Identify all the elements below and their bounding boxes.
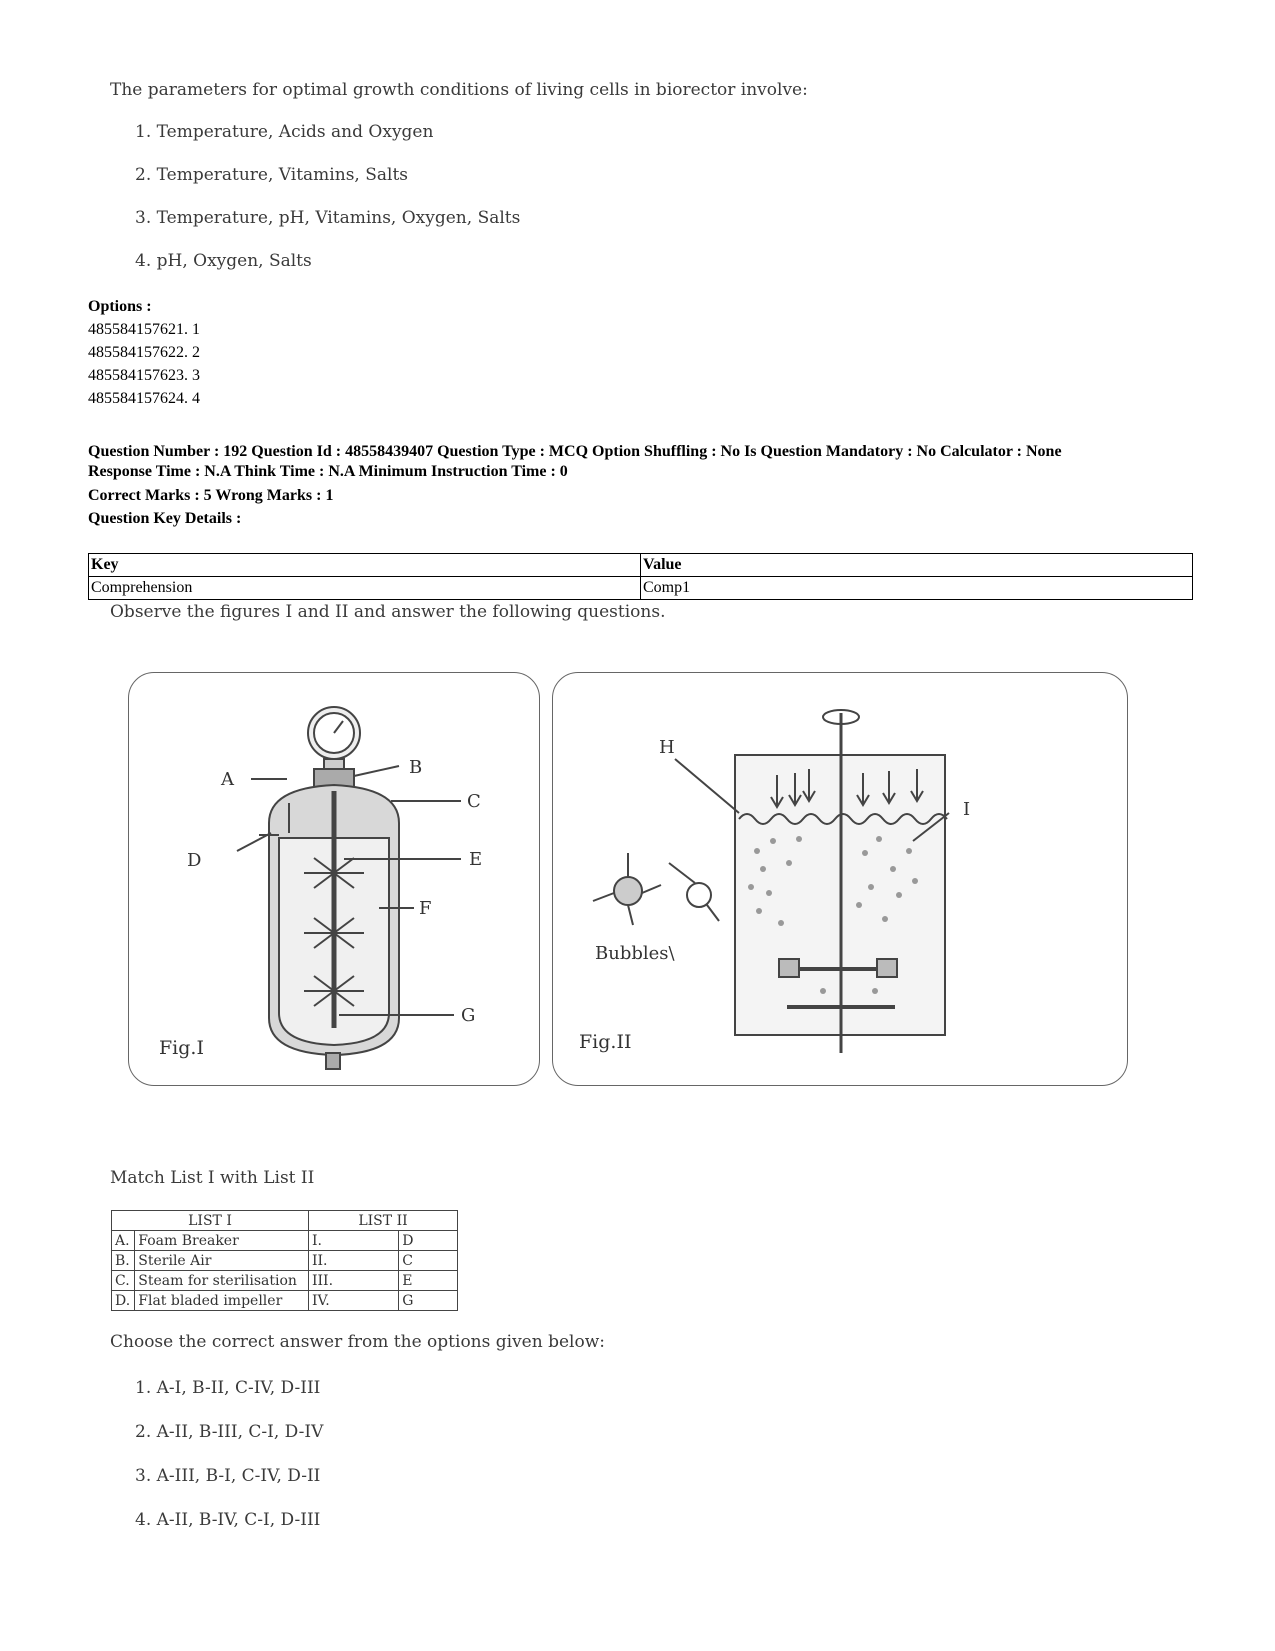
match-choice-4: 4. A-II, B-IV, C-I, D-III	[135, 1510, 321, 1530]
question-meta-line2: Response Time : N.A Think Time : N.A Minimum Instruction Time : 0	[88, 463, 568, 480]
match-numeral: IV.	[309, 1291, 399, 1311]
options-heading: Options :	[88, 298, 152, 315]
choose-instruction: Choose the correct answer from the options given below:	[110, 1332, 605, 1352]
fig1-label-f: F	[419, 898, 432, 919]
prev-choice-4: 4. pH, Oxygen, Salts	[135, 251, 312, 271]
key-header: Key	[89, 554, 641, 577]
match-numeral: II.	[309, 1251, 399, 1271]
value-header: Value	[641, 554, 1193, 577]
fig1-label-e: E	[469, 849, 483, 870]
prev-choice-1: 1. Temperature, Acids and Oxygen	[135, 122, 434, 142]
figure-1-panel	[128, 672, 540, 1086]
figure-1-caption: Fig.I	[159, 1037, 204, 1059]
fig1-label-c: C	[467, 791, 481, 812]
match-instruction: Match List I with List II	[110, 1168, 315, 1188]
list2-header: LIST II	[309, 1211, 458, 1231]
table-row	[112, 1251, 458, 1271]
match-item: Sterile Air	[135, 1251, 309, 1271]
match-item: Steam for sterilisation	[135, 1271, 309, 1291]
table-row	[112, 1291, 458, 1311]
key-cell: Comprehension	[89, 577, 641, 600]
prev-choice-2: 2. Temperature, Vitamins, Salts	[135, 165, 408, 185]
comprehension-intro: Observe the figures I and II and answer the following questions.	[110, 602, 666, 622]
table-row	[112, 1211, 458, 1231]
prev-choice-3: 3. Temperature, pH, Vitamins, Oxygen, Salts	[135, 208, 521, 228]
match-answer: E	[399, 1271, 458, 1291]
match-answer: D	[399, 1231, 458, 1251]
match-table	[111, 1210, 458, 1311]
match-item: Foam Breaker	[135, 1231, 309, 1251]
figure-2-caption: Fig.II	[579, 1031, 632, 1053]
match-numeral: III.	[309, 1271, 399, 1291]
match-letter: C.	[112, 1271, 135, 1291]
list1-header: LIST I	[112, 1211, 309, 1231]
match-item: Flat bladed impeller	[135, 1291, 309, 1311]
match-choice-1: 1. A-I, B-II, C-IV, D-III	[135, 1378, 321, 1398]
option-id-4: 485584157624. 4	[88, 390, 200, 407]
match-numeral: I.	[309, 1231, 399, 1251]
fig2-label-i: I	[963, 799, 971, 820]
match-letter: B.	[112, 1251, 135, 1271]
match-letter: A.	[112, 1231, 135, 1251]
match-letter: D.	[112, 1291, 135, 1311]
key-details-heading: Question Key Details :	[88, 510, 242, 527]
fig1-label-a: A	[221, 769, 234, 790]
figure-2-panel	[552, 672, 1128, 1086]
aeration-diagram	[553, 673, 1127, 1085]
option-id-1: 485584157621. 1	[88, 321, 200, 338]
fig1-label-d: D	[187, 850, 202, 871]
match-answer: C	[399, 1251, 458, 1271]
fig1-label-g: G	[461, 1005, 476, 1026]
table-row	[89, 577, 1193, 600]
table-row	[89, 554, 1193, 577]
match-choice-2: 2. A-II, B-III, C-I, D-IV	[135, 1422, 324, 1442]
prev-question-stem: The parameters for optimal growth conditions of living cells in biorector involve:	[110, 80, 808, 100]
fig2-label-h: H	[659, 737, 675, 758]
key-details-table	[88, 553, 1193, 600]
match-choice-3: 3. A-III, B-I, C-IV, D-II	[135, 1466, 321, 1486]
match-answer: G	[399, 1291, 458, 1311]
fig1-label-b: B	[409, 757, 423, 778]
table-row	[112, 1271, 458, 1291]
marks-line: Correct Marks : 5 Wrong Marks : 1	[88, 487, 334, 504]
bioreactor-diagram	[129, 673, 539, 1085]
value-cell: Comp1	[641, 577, 1193, 600]
bubbles-label: Bubbles\	[595, 943, 675, 964]
table-row	[112, 1231, 458, 1251]
option-id-3: 485584157623. 3	[88, 367, 200, 384]
question-meta-line1: Question Number : 192 Question Id : 48558439407 Question Type : MCQ Option Shuffling : No Is Question Mandatory : No Calculator : None	[88, 443, 1062, 460]
option-id-2: 485584157622. 2	[88, 344, 200, 361]
